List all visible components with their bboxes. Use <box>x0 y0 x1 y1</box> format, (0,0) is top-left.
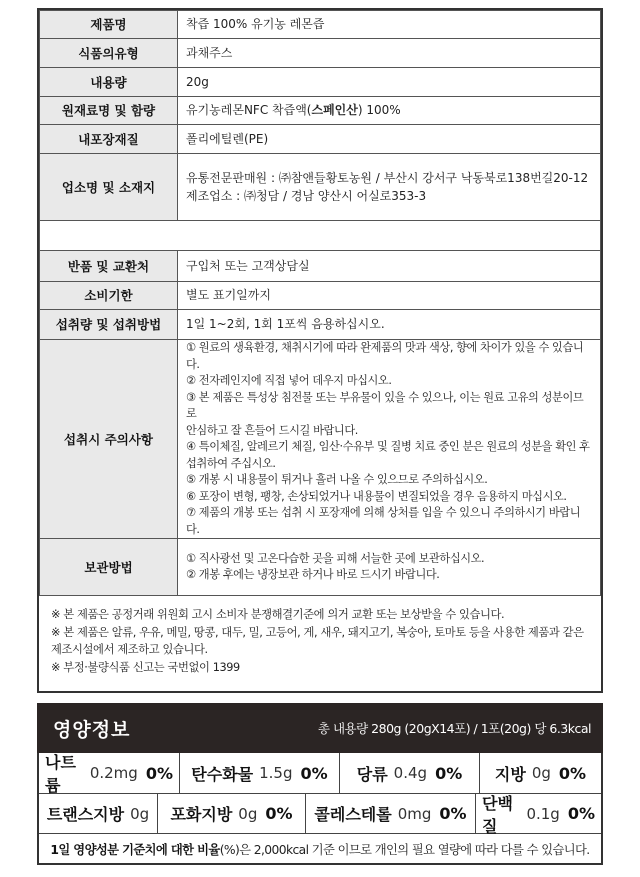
table-row <box>40 68 601 97</box>
value-pre: 유기농레몬NFC 착즙액( <box>186 103 312 117</box>
nutrient-fat <box>479 753 601 793</box>
nutrient-sodium <box>39 753 179 793</box>
row-value <box>178 154 601 221</box>
nutrition-title: 영양정보 <box>53 718 131 741</box>
row-label: 업소명 및 소재지 <box>40 154 178 221</box>
table-row <box>40 251 601 282</box>
table-row <box>40 125 601 154</box>
notice-line: ※ 부정·불량식품 신고는 국번없이 1399 <box>51 660 240 674</box>
row-label: 식품의유형 <box>40 39 178 68</box>
nutrient-percent: 0% <box>558 763 587 783</box>
table-row <box>40 97 601 125</box>
row-value: 착즙 100% 유기농 레몬즙 <box>178 11 601 39</box>
caution-line: ③ 본 제품은 특성상 침전물 또는 부유물이 있을 수 있으나, 이는 원료 고유의 성분이므로 <box>186 390 584 420</box>
nutrient-amount: 0g <box>130 804 150 823</box>
row-value: 별도 표기일까지 <box>178 282 601 310</box>
nutrient-amount: 0.4g <box>393 764 428 782</box>
nutrient-carbohydrate <box>179 753 339 793</box>
row-label: 보관방법 <box>40 539 178 596</box>
row-value: 과채주스 <box>178 39 601 68</box>
row-value: 1일 1~2회, 1회 1포씩 음용하십시오. <box>178 310 601 340</box>
row-label: 소비기한 <box>40 282 178 310</box>
nutrient-row <box>39 793 601 836</box>
nutrient-name: 포화지방 <box>170 805 233 824</box>
row-value <box>178 340 601 539</box>
row-label: 섭취량 및 섭취방법 <box>40 310 178 340</box>
nutrient-sugars <box>339 753 479 793</box>
table-row <box>40 11 601 39</box>
nutrient-row <box>39 753 601 793</box>
caution-line: ④ 특이체질, 알레르기 체질, 임산·수유부 및 질병 치료 중인 분은 원료의 성분을 확인 후 <box>186 440 590 453</box>
serving-info: 총 내용량 280g (20gX14포) / 1포(20g) 당 6.3kcal <box>317 721 591 736</box>
row-label: 반품 및 교환처 <box>40 251 178 282</box>
row-value: 20g <box>178 68 601 97</box>
nutrient-name: 당류 <box>356 764 388 784</box>
nutrient-name: 나트륨 <box>45 753 76 795</box>
caution-line: ⑦ 제품의 개봉 또는 섭취 시 포장재에 의해 상처를 입을 수 있으니 주의하시기 바랍니다. <box>186 506 581 536</box>
nutrition-box <box>37 753 603 865</box>
nutrient-percent: 0% <box>439 804 467 823</box>
nutrient-protein <box>475 793 601 836</box>
caution-line: ① 원료의 생육환경, 채취시기에 따라 완제품의 맛과 색상, 향에 차이가 있을 수 있습니다. <box>186 341 584 371</box>
row-value: 구입처 또는 고객상담실 <box>178 251 601 282</box>
row-value <box>178 97 601 125</box>
nutrient-amount: 0mg <box>397 804 432 823</box>
notice-section <box>39 596 601 676</box>
footnote-bold: 1일 영양성분 기준치에 대한 비율 <box>50 842 220 857</box>
row-label: 제품명 <box>40 11 178 39</box>
address-line: 유통전문판매원 : ㈜참앤들황토농원 / 부산시 강서구 낙동북로138번길20-12 <box>186 171 589 185</box>
notice-line: ※ 본 제품은 알류, 우유, 메밀, 땅콩, 대두, 밀, 고등어, 게, 새우, 돼지고기, 복숭아, 토마토 등을 사용한 제품과 같은 <box>51 625 584 639</box>
nutrient-cholesterol <box>305 794 475 833</box>
caution-line: ② 전자레인지에 직접 넣어 데우지 마십시오. <box>186 374 392 387</box>
address-line: 제조업소 : ㈜청담 / 경남 양산시 어실로353-3 <box>186 189 427 203</box>
caution-line: ⑥ 포장이 변형, 팽창, 손상되었거나 내용물이 변질되었을 경우 음용하지 마십시오. <box>186 489 567 503</box>
origin-country: 스페인산 <box>311 103 358 117</box>
row-label: 섭취시 주의사항 <box>40 340 178 539</box>
row-value <box>178 539 601 596</box>
table-row <box>40 539 601 596</box>
nutrition-panel <box>37 703 603 865</box>
storage-line: ① 직사광선 및 고온다습한 곳을 피해 서늘한 곳에 보관하십시오. <box>186 551 485 565</box>
row-label: 원재료명 및 함량 <box>40 97 178 125</box>
nutrient-name: 트랜스지방 <box>46 805 125 824</box>
table-row <box>40 340 601 539</box>
product-info-table <box>39 10 601 596</box>
row-value: 폴리에틸렌(PE) <box>178 125 601 154</box>
nutrient-percent: 0% <box>567 804 595 823</box>
nutrient-amount: 0.2mg <box>89 764 138 782</box>
daily-value-footnote <box>39 833 601 863</box>
caution-line: ⑤ 개봉 시 내용물이 튀거나 흘러 나올 수 있으므로 주의하십시오. <box>186 473 488 486</box>
row-label: 내용량 <box>40 68 178 97</box>
nutrient-percent: 0% <box>265 804 293 823</box>
nutrient-amount: 0.1g <box>526 804 560 823</box>
nutrient-amount: 1.5g <box>259 764 293 782</box>
notice-line: ※ 본 제품은 공정거래 위원회 고시 소비자 분쟁해결기준에 의거 교환 또는 보상받을 수 있습니다. <box>51 608 505 621</box>
table-row-empty <box>40 221 601 251</box>
row-label: 내포장재질 <box>40 125 178 154</box>
notice-line: 제조시설에서 제조하고 있습니다. <box>51 643 208 656</box>
table-row <box>40 310 601 340</box>
nutrient-name: 지방 <box>494 764 526 784</box>
empty-row <box>40 221 601 251</box>
caution-line: 안심하고 잘 흔들어 드시길 바랍니다. <box>186 423 358 437</box>
nutrient-saturated-fat <box>157 794 305 833</box>
nutrient-trans-fat <box>39 794 157 833</box>
nutrient-percent: 0% <box>145 763 173 783</box>
nutrient-amount: 0g <box>531 764 551 782</box>
value-post: ) 100% <box>357 103 401 117</box>
caution-line: 섭취하여 주십시오. <box>186 456 276 470</box>
nutrient-name: 콜레스테롤 <box>314 805 392 824</box>
footnote-rest: (%)은 2,000kcal 기준 이므로 개인의 필요 열량에 따라 다를 수 있습니다. <box>219 842 590 857</box>
nutrient-name: 탄수화물 <box>191 764 254 784</box>
nutrition-header <box>37 703 603 753</box>
storage-line: ② 개봉 후에는 냉장보관 하거나 바로 드시기 바랍니다. <box>186 568 440 581</box>
nutrient-name: 단백질 <box>482 793 513 836</box>
nutrient-percent: 0% <box>300 763 328 783</box>
table-row <box>40 282 601 310</box>
nutrient-amount: 0g <box>238 804 258 823</box>
product-info-frame <box>37 8 603 693</box>
nutrient-percent: 0% <box>435 763 463 783</box>
table-row <box>40 154 601 221</box>
table-row <box>40 39 601 68</box>
